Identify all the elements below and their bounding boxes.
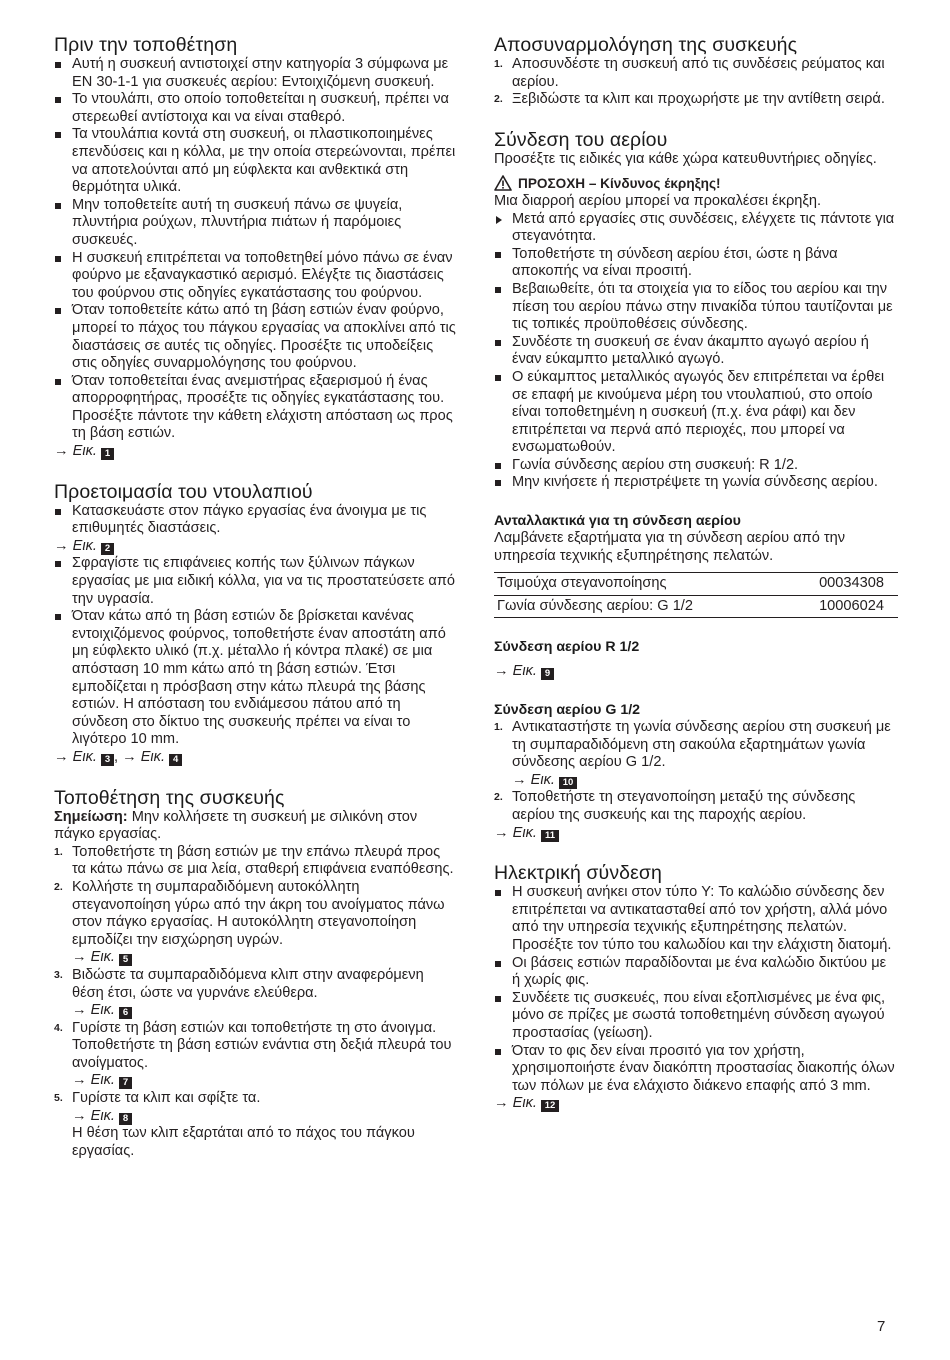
step-item: 3. Βιδώστε τα συμπαραδιδόμενα κλιπ στην αναφερόμενη θέση έτσι, ώστε να γυρνάνε ελεύθερα. → Εικ. 6 [54, 967, 458, 1020]
action-item: Μετά από εργασίες στις συνδέσεις, ελέγχετε τις πάντοτε για στεγανότητα. [494, 211, 898, 246]
figure-reference: → Εικ. 9 [494, 663, 898, 681]
table-cell: Τσιμούχα στεγανοποίησης [494, 573, 780, 596]
list-item: Συνδέστε τη συσκευή σε έναν άκαμπτο αγωγό αερίου ή έναν εύκαμπτο μεταλλικό αγωγό. [494, 334, 898, 369]
section-title-spare-parts: Ανταλλακτικά για τη σύνδεση αερίου [494, 513, 741, 530]
figure-reference: → Εικ. 12 [494, 1095, 898, 1113]
list-item: Ο εύκαμπτος μεταλλικός αγωγός δεν επιτρέπεται να έρθει σε επαφή με κινούμενα μέρη του ντουλαπιού, στο οποίο είναι τοποθετημένη η συσκευή (π.χ. ένα ράφι) και δεν επιτρέπεται να περνά από περιοχές, που μπορεί να ενσωματωθούν. [494, 369, 898, 457]
step-item: 1. Αποσυνδέστε τη συσκευή από τις συνδέσεις ρεύματος και αερίου. [494, 56, 885, 90]
arrow-right-icon: → [72, 1002, 87, 1019]
arrow-right-icon: → [72, 1072, 87, 1089]
section-title-electrical-connection: Ηλεκτρική σύνδεση [494, 862, 662, 885]
list-item: Οι βάσεις εστιών παραδίδονται με ένα καλώδιο δικτύου με ή χωρίς φις. [494, 955, 898, 990]
list-item: Βεβαιωθείτε, ότι τα στοιχεία για το είδος του αερίου και την πίεση του αερίου πάνω στην πινακίδα τύπου ταυτίζονται με τις τοπικές προϋποθέσεις σύνδεσης. [494, 281, 898, 334]
left-column [54, 34, 458, 1160]
step-item: 2. Κολλήστε τη συμπαραδιδόμενη αυτοκόλλητη στεγανοποίηση γύρω από την άκρη του ανοίγματος πάνω στον πάγκο εργασίας. Η αυτοκόλλητη στεγανοποίηση εμποδίζει την εισχώρηση υγρών. → Εικ. 5 [54, 879, 458, 967]
section-title-g-connection: Σύνδεση αερίου G 1/2 [494, 702, 641, 719]
section-title-installing-appliance: Τοποθέτηση της συσκευής [54, 786, 285, 809]
figure-reference: → Εικ. 6 [72, 1002, 458, 1020]
list-item: Όταν το φις δεν είναι προσιτό για τον χρήστη, χρησιμοποιήστε έναν διακόπτη προστασίας διακοπής όλων των πόλων με ένα ελάχιστο διάκενο επαφής από 3 mm. [494, 1043, 898, 1096]
page-number: 7 [877, 1318, 886, 1335]
step-item: 2. Ξεβιδώστε τα κλιπ και προχωρήστε με την αντίθετη σειρά. [494, 91, 885, 108]
list-item: Η συσκευή επιτρέπεται να τοποθετηθεί μόνο πάνω σε έναν φούρνο με εξαναγκαστικό αερισμό. Ελέγξτε τις διαστάσεις του φούρνου στις οδηγίες εγκατάστασης του φούρνου. [54, 250, 458, 303]
intro-paragraph: Προσέξτε τις ειδικές για κάθε χώρα κατευθυντήριες οδηγίες. [494, 150, 877, 167]
list-item: Κατασκευάστε στον πάγκο εργασίας ένα άνοιγμα με τις επιθυμητές διαστάσεις. [54, 503, 458, 538]
arrow-right-icon: → [494, 824, 509, 841]
step-item: 1. Αντικαταστήστε τη γωνία σύνδεσης αερίου στη συσκευή με τη συμπαραδιδόμενη στη σακούλα εξαρτημάτων γωνία σύνδεσης αερίου G 1/2. → Εικ. 10 [494, 719, 898, 789]
step-item: 4. Γυρίστε τη βάση εστιών και τοποθετήστε τη στο άνοιγμα. Τοποθετήστε τη βάση εστιών ενάντια στη δεξιά πλευρά του ανοίγματος. → Εικ. 7 [54, 1020, 458, 1090]
list-item: Τα ντουλάπια κοντά στη συσκευή, οι πλαστικοποιημένες επενδύσεις και η κόλλα, με την οποία στερεώνονται, πρέπει να αποτελούνται από μη εύφλεκτα και ανθεκτικά στη θερμότητα υλικά. [54, 126, 458, 196]
step-item: 2. Τοποθετήστε τη στεγανοποίηση μεταξύ της σύνδεσης αερίου της συσκευής και της παροχής αερίου. [494, 789, 856, 823]
arrow-right-icon: → [72, 1107, 87, 1124]
table-row [494, 595, 898, 618]
list-item: Γωνία σύνδεσης αερίου στη συσκευή: R 1/2. [494, 457, 898, 475]
list-item: Η συσκευή ανήκει στον τύπο Y: Το καλώδιο σύνδεσης δεν επιτρέπεται να αντικατασταθεί από τον χρήστη, αλλά μόνο από την υπηρεσία τεχνικής εξυπηρέτησης πελατών. Προσέξτε τον τύπο του καλωδίου και την ελάχιστη διατομή. [494, 884, 898, 954]
figure-reference: → Εικ. 8 [72, 1108, 458, 1126]
figure-number-badge: 7 [119, 1077, 132, 1089]
step-item: 5. Γυρίστε τα κλιπ και σφίξτε τα. → Εικ. 8 Η θέση των κλιπ εξαρτάται από το πάχος του πάγκου εργασίας. [54, 1090, 458, 1160]
warning-block: ΠΡΟΣΟΧΗ – Κίνδυνος έκρηξης! Μια διαρροή αερίου μπορεί να προκαλέσει έκρηξη. Μετά από εργασίες στις συνδέσεις, ελέγχετε τις πάντοτε για στεγανότητα. [494, 175, 898, 245]
figure-reference: → Εικ. 1 [54, 443, 458, 461]
figure-number-badge: 8 [119, 1113, 132, 1125]
arrow-right-icon: → [494, 663, 509, 680]
installation-steps [54, 844, 458, 1161]
list-item: Όταν τοποθετείται ένας ανεμιστήρας εξαερισμού ή ένας απορροφητήρας, προσέξτε τις οδηγίες εγκατάστασης του. Προσέξτε πάντοτε την κάθετη ελάχιστη απόσταση ως προς τη βάση εστιών. [54, 373, 458, 443]
figure-number-badge: 2 [101, 543, 114, 555]
arrow-right-icon: → [54, 748, 69, 765]
section-title-gas-connection: Σύνδεση του αερίου [494, 128, 668, 151]
section-title-r-connection: Σύνδεση αερίου R 1/2 [494, 639, 640, 656]
table-cell: 00034308 [780, 573, 898, 596]
arrow-right-icon: → [512, 771, 527, 788]
list-item: Μην τοποθετείτε αυτή τη συσκευή πάνω σε ψυγεία, πλυντήρια ρούχων, πλυντήρια πιάτων ή παρόμοιες συσκευές. [54, 197, 458, 250]
arrow-right-icon: → [494, 1095, 509, 1112]
figure-number-badge: 5 [119, 954, 132, 966]
before-installation-list [54, 56, 458, 443]
table-row [494, 573, 898, 596]
list-item: Το ντουλάπι, στο οποίο τοποθετείται η συσκευή, πρέπει να στερεωθεί αντίστοιχα και να είναι σταθερό. [54, 91, 458, 126]
warning-icon [494, 175, 512, 191]
right-column: Αποσυναρμολόγηση της συσκευής 1. Αποσυνδέστε τη συσκευή από τις συνδέσεις ρεύματος και αερίου. 2. Ξεβιδώστε τα κλιπ και προχωρήστε με την αντίθετη σειρά. Σύνδεση του αερίου Προσέξτε τις ειδικές για κάθε χώρα κατευθυντήριες οδηγίες. ΠΡΟΣΟΧΗ – Κίνδυνος έκρηξης! Μια διαρροή αερίου μπορεί να προκαλέσει έκρηξη. Μετά από εργασίες στις συνδέσεις, ελέγχετε τις πάντοτε για στεγανότητα. Τοποθετήστε τη σύνδεση αερίου έτσι, ώστε η βάνα αποκοπής να είναι προσιτή. Βεβαιωθείτε, ότι τα στοιχεία για το είδος του αερίου και την πίεση του αερίου πάνω στην πινακίδα τύπου ταυτίζονται με τις τοπικές προϋποθέσεις σύνδεσης. Συνδέστε τη συσκευή σε έναν άκαμπτο αγωγό αερίου ή έναν εύκαμπτο μεταλλικό αγωγό. Ο εύκαμπτος μεταλλικός αγωγός δεν επιτρέπεται να έρθει σε επαφή με κινούμενα μέρη του ντουλαπιού, στο οποίο είναι τοποθετημένη η συσκευή (π.χ. ένα ράφι) και δεν επιτρέπεται να περνά από περιοχές, που μπορεί να ενσωματωθούν. Γωνία σύνδεσης αερίου στη συσκευή: R 1/2. Μην κινήσετε ή περιστρέψετε τη γωνία σύνδεσης αερίου. Ανταλλακτικά για τη σύνδεση αερίου Λαμβάνετε εξαρτήματα για τη σύνδεση αερίου από την υπηρεσία τεχνικής εξυπηρέτησης πελατών. Τσιμούχα στεγανοποίησης 00034308 Γωνία σύνδεσης αερίου: G 1/2 10006024 Σύνδεση αερίου R 1/2 → Εικ. 9 Σύνδεση αερίου G 1/2 1. Αντικαταστήστε τη γωνία σύνδεσης αερίου στη συσκευή με τη συμπαραδιδόμενη στη σακούλα εξαρτημάτων γωνία σύνδεσης αερίου G 1/2. → Εικ. 10 2. Τοποθετήστε τη στεγανοποίηση μεταξύ της σύνδεσης αερίου της συσκευής και της παροχής αερίου. → Εικ. 11 Ηλεκτρική σύνδεση Η συσκευή ανήκει στον τύπο Y: Το καλώδιο σύνδεσης δεν επιτρέπεται να αντικατασταθεί από τον χρήστη, αλλά μόνο από την υπηρεσία τεχνικής εξυπηρέτησης πελατών. Προσέξτε τον τύπο του καλωδίου και την ελάχιστη διατομή. Οι βάσεις εστιών παραδίδονται με ένα καλώδιο δικτύου με ή χωρίς φις. Συνδέετε τις συσκευές, που είναι εξοπλισμένες με ένα φις, μόνο σε πρίζες με σωστά τοποθετημένη σύνδεση αγωγού προστασίας (γείωση). Όταν το φις δεν είναι προσιτό για τον χρήστη, χρησιμοποιήστε έναν διακόπτη προστασίας διακοπής όλων των πόλων με ένα ελάχιστο διάκενο επαφής από 3 mm. → Εικ. 12 [494, 34, 898, 1113]
section-title-before-installation: Πριν την τοποθέτηση [54, 34, 238, 56]
arrow-right-icon: → [72, 949, 87, 966]
list-item: Αυτή η συσκευή αντιστοιχεί στην κατηγορία 3 σύμφωνα με EN 30-1-1 για συσκευές αερίου: Εντοιχιζόμενη συσκευή. [54, 56, 458, 91]
list-item: Σφραγίστε τις επιφάνειες κοπής των ξύλινων πάγκων εργασίας με μια ειδική κόλλα, για να τις προστατεύσετε από την υγρασία. [54, 555, 458, 608]
figure-number-badge: 6 [119, 1007, 132, 1019]
figure-reference: → Εικ. 7 [72, 1072, 458, 1090]
section-title-cabinet-preparation: Προετοιμασία του ντουλαπιού [54, 480, 313, 503]
list-item: Τοποθετήστε τη σύνδεση αερίου έτσι, ώστε η βάνα αποκοπής να είναι προσιτή. [494, 246, 898, 281]
figure-number-badge: 12 [541, 1100, 559, 1112]
figure-number-badge: 4 [169, 754, 182, 766]
spare-parts-table [494, 572, 898, 618]
figure-reference: → Εικ. 11 [494, 825, 898, 843]
figure-reference: → Εικ. 2 [54, 538, 458, 556]
figure-number-badge: 1 [101, 448, 114, 460]
figure-number-badge: 9 [541, 668, 554, 680]
arrow-right-icon: → [54, 443, 69, 460]
step-extra-text: Η θέση των κλιπ εξαρτάται από το πάχος του πάγκου εργασίας. [72, 1125, 415, 1159]
table-cell: 10006024 [780, 595, 898, 618]
figure-reference: → Εικ. 10 [512, 772, 898, 790]
step-item: 1. Τοποθετήστε τη βάση εστιών με την επάνω πλευρά προς τα κάτω πάνω σε μια λεία, σταθερή επιφάνεια εναπόθεσης. [54, 843, 454, 878]
note-paragraph: Σημείωση: Μην κολλήσετε τη συσκευή με σιλικόνη στον πάγκο εργασίας. [54, 808, 418, 843]
list-item: Όταν κάτω από τη βάση εστιών δε βρίσκεται κανένας εντοιχιζόμενος φούρνος, τοποθετήστε έναν αποστάτη από μη εύφλεκτο υλικό (π.χ. μέταλλο ή κόντρα πλακέ) σε μια απόσταση 10 mm κάτω από τη βάση εστιών. Έτσι εμποδίζεται η πρόσβαση στην κάτω πλευρά της βάσης εστιών. Η απόσταση του ενδιάμεσου πάτου από τη σύνδεση στο δίκτυο της συσκευής πρέπει να είναι το λιγότερο 10 mm. [54, 608, 458, 749]
figure-number-badge: 3 [101, 754, 114, 766]
warning-title: ΠΡΟΣΟΧΗ – Κίνδυνος έκρηξης! [494, 175, 898, 193]
arrow-right-icon: → [122, 748, 137, 765]
section-title-removing-appliance: Αποσυναρμολόγηση της συσκευής [494, 34, 798, 56]
figure-number-badge: 11 [541, 830, 559, 842]
list-item: Συνδέετε τις συσκευές, που είναι εξοπλισμένες με ένα φις, μόνο σε πρίζες με σωστά τοποθετημένη σύνδεση αγωγού προστασίας (γείωση). [494, 990, 898, 1043]
list-item: Μην κινήσετε ή περιστρέψετε τη γωνία σύνδεσης αερίου. [494, 474, 898, 492]
list-item: Όταν τοποθετείτε κάτω από τη βάση εστιών έναν φούρνο, μπορεί το πάχος του πάγκου εργασίας να αποκλίνει από τις διαστάσεις σε αυτές τις οδηγίες. Προσέξτε τις υποδείξεις στις οδηγίες συναρμολόγησης του φούρνου. [54, 302, 458, 372]
figure-reference: → Εικ. 5 [72, 949, 458, 967]
arrow-right-icon: → [54, 537, 69, 554]
figure-reference: → Εικ. 3 , → Εικ. 4 [54, 749, 458, 767]
table-cell: Γωνία σύνδεσης αερίου: G 1/2 [494, 595, 780, 618]
figure-number-badge: 10 [559, 777, 577, 789]
